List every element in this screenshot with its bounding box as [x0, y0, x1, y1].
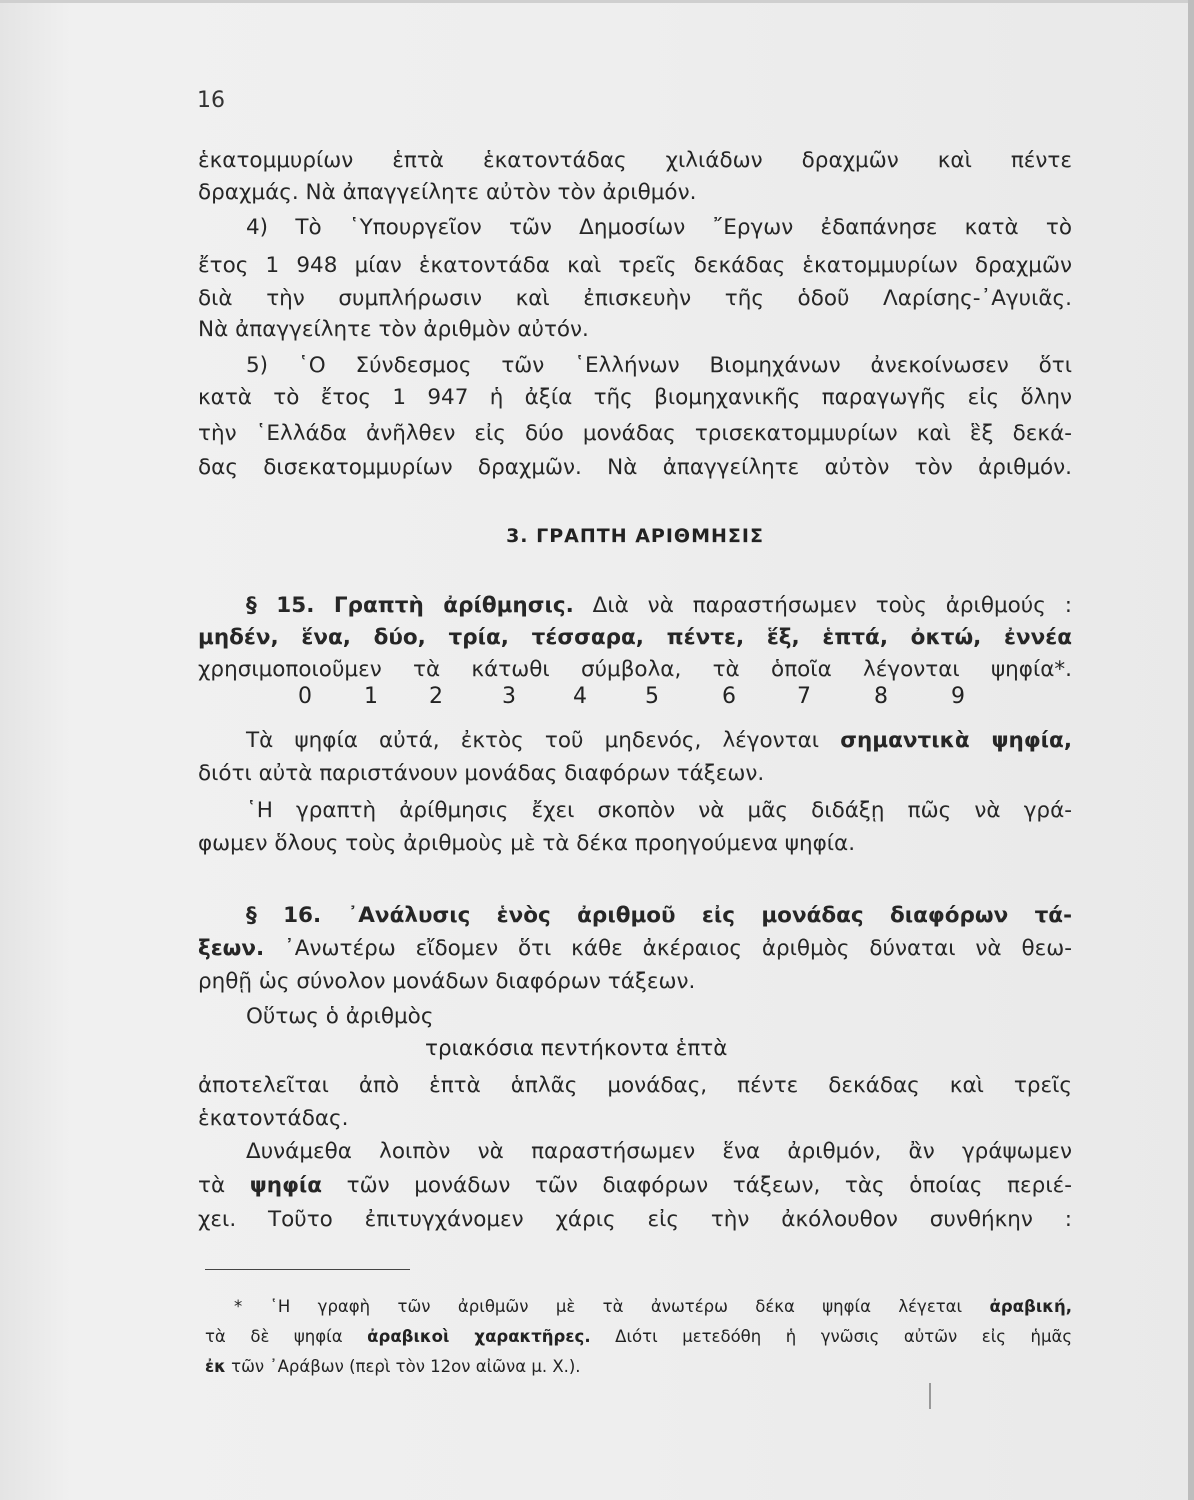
page-right-edge	[1188, 0, 1194, 1500]
digit: 5	[645, 684, 659, 709]
section-15-line	[198, 590, 1072, 622]
section-16-line: ἀποτελεῖται ἀπὸ ἑπτὰ ἁπλᾶς μονάδας, πέντε δεκάδας καὶ τρεῖς	[198, 1073, 1072, 1098]
digits-term: ψηφία	[249, 1173, 323, 1198]
section-16-title: § 16. ᾿Ανάλυσις ἑνὸς ἀριθμοῦ εἰς μονάδας διαφόρων τά-	[246, 903, 1072, 928]
exercise-4-line: ἔτος 1 948 μίαν ἑκατοντάδα καὶ τρεῖς δεκάδας ἑκατομμυρίων δραχμῶν	[198, 253, 1072, 278]
section-15-text: Τὰ ψηφία αὐτά, ἐκτὸς τοῦ μηδενός, λέγονται	[246, 728, 820, 753]
footnote-text: τὰ δὲ ψηφία	[205, 1327, 343, 1346]
footnote-term: ἀραβικοὶ χαρακτῆρες.	[367, 1327, 591, 1346]
section-15-line: φωμεν ὅλους τοὺς ἀριθμοὺς μὲ τὰ δέκα προηγούμενα ψηφία.	[198, 831, 856, 856]
footnote-line	[205, 1353, 1072, 1381]
example-number-text: τριακόσια πεντήκοντα ἑπτὰ	[425, 1036, 728, 1061]
section-16-text: τῶν μονάδων τῶν διαφόρων τάξεων, τὰς ὁποίας περιέ-	[346, 1173, 1072, 1198]
footnote-line	[205, 1323, 1072, 1351]
section-16-line: ρηθῇ ὡς σύνολον μονάδων διαφόρων τάξεων.	[198, 969, 696, 994]
footnote-separator	[205, 1269, 410, 1270]
digits-row	[0, 684, 1194, 716]
exercise-5-line: δας δισεκατομμυρίων δραχμῶν. Νὰ ἀπαγγείλητε αὐτὸν τὸν ἀριθμόν.	[198, 455, 1072, 480]
page-top-edge	[0, 0, 1194, 3]
footnote-term: ἐκ	[205, 1357, 226, 1376]
section-16-text: ᾿Ανωτέρω εἴδομεν ὅτι κάθε ἀκέραιος ἀριθμὸς δύναται νὰ θεω-	[284, 936, 1072, 961]
section-16-title-end: ξεων.	[198, 936, 265, 961]
section-15-text: Διὰ νὰ παραστήσωμεν τοὺς ἀριθμούς :	[592, 593, 1072, 618]
section-16-line: χει. Τοῦτο ἐπιτυγχάνομεν χάρις εἰς τὴν ἀκόλουθον συνθήκην :	[198, 1207, 1072, 1232]
digit: 1	[364, 684, 378, 709]
digit: 6	[722, 684, 736, 709]
section-15-line: διότι αὐτὰ παριστάνουν μονάδας διαφόρων τάξεων.	[198, 761, 765, 786]
section-16-line: Οὕτως ὁ ἀριθμὸς	[246, 1004, 434, 1029]
section-16-line	[198, 933, 1072, 965]
section-16-line: Δυνάμεθα λοιπὸν νὰ παραστήσωμεν ἕνα ἀριθμόν, ἂν γράψωμεν	[246, 1139, 1072, 1164]
section-16-line: ἑκατοντάδας.	[198, 1106, 349, 1131]
exercise-5-line: τὴν ῾Ελλάδα ἀνῆλθεν εἰς δύο μονάδας τρισεκατομμυρίων καὶ ἓξ δεκά-	[198, 421, 1072, 446]
digit: 4	[573, 684, 587, 709]
digit: 8	[874, 684, 888, 709]
number-words-line: μηδέν, ἕνα, δύο, τρία, τέσσαρα, πέντε, ἕξ, ἑπτά, ὀκτώ, ἐννέα	[198, 625, 1072, 650]
significant-digits-term: σημαντικὰ ψηφία,	[840, 728, 1072, 753]
exercise-5-line: 5) ῾Ο Σύνδεσμος τῶν ῾Ελλήνων Βιομηχάνων ἀνεκοίνωσεν ὅτι	[246, 353, 1072, 378]
exercise-4-line: 4) Τὸ ῾Υπουργεῖον τῶν Δημοσίων ῎Εργων ἐδαπάνησε κατὰ τὸ	[246, 215, 1072, 240]
footnote-text: τῶν ᾿Αράβων (περὶ τὸν 12ον αἰῶνα μ. Χ.).	[231, 1357, 581, 1376]
exercise-5-line: κατὰ τὸ ἔτος 1 947 ἡ ἀξία τῆς βιομηχανικῆς παραγωγῆς εἰς ὅλην	[198, 385, 1072, 410]
section-15-title: § 15. Γραπτὴ ἀρίθμησις.	[246, 593, 574, 618]
exercise-4-line: Νὰ ἀπαγγείλητε τὸν ἀριθμὸν αὐτόν.	[198, 317, 589, 342]
section-16-text: τὰ	[198, 1173, 226, 1198]
page-number: 16	[197, 88, 225, 113]
digit: 3	[502, 684, 516, 709]
digit: 2	[429, 684, 443, 709]
footnote-term: ἀραβική,	[989, 1297, 1072, 1316]
text-line: δραχμάς. Νὰ ἀπαγγείλητε αὐτὸν τὸν ἀριθμόν.	[198, 180, 697, 205]
exercise-4-line: διὰ τὴν συμπλήρωσιν καὶ ἐπισκευὴν τῆς ὁδοῦ Λαρίσης-᾿Αγυιᾶς.	[198, 286, 1072, 311]
text-line: ἑκατομμυρίων ἑπτὰ ἑκατοντάδας χιλιάδων δραχμῶν καὶ πέντε	[198, 148, 1072, 173]
digit: 9	[951, 684, 965, 709]
digit: 0	[298, 684, 312, 709]
footnote-line	[234, 1293, 1072, 1321]
print-mark	[929, 1383, 931, 1409]
section-15-line: ῾Η γραπτὴ ἀρίθμησις ἔχει σκοπὸν νὰ μᾶς διδάξῃ πῶς νὰ γρά-	[246, 798, 1072, 823]
section-15-line	[198, 725, 1072, 757]
footnote-text: * ῾Η γραφὴ τῶν ἀριθμῶν μὲ τὰ ἀνωτέρω δέκα ψηφία λέγεται	[234, 1297, 963, 1316]
section-15-line: χρησιμοποιοῦμεν τὰ κάτωθι σύμβολα, τὰ ὁποῖα λέγονται ψηφία*.	[198, 657, 1072, 682]
section-16-line	[198, 1170, 1072, 1202]
footnote-text: Διότι μετεδόθη ἡ γνῶσις αὐτῶν εἰς ἡμᾶς	[615, 1327, 1073, 1346]
section-heading: 3. ΓΡΑΠΤΗ ΑΡΙΘΜΗΣΙΣ	[506, 525, 764, 547]
digit: 7	[797, 684, 811, 709]
